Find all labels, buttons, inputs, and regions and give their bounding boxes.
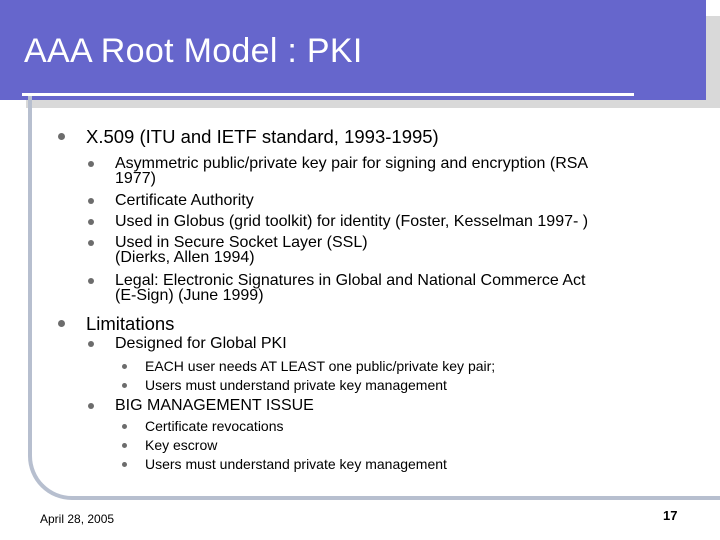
bullet-dot-icon (88, 198, 94, 204)
sub-bullet-text: BIG MANAGEMENT ISSUE (115, 397, 314, 414)
sub-bullet-text-cont: 1977) (115, 170, 156, 187)
sub-bullet-text: Used in Secure Socket Layer (SSL) (115, 234, 368, 251)
bullet-dot-icon (88, 278, 94, 284)
bullet-dot-icon (58, 133, 65, 140)
bullet-dot-icon (58, 320, 65, 327)
bullet-text: Limitations (86, 313, 175, 334)
detail-text: Users must understand private key management (145, 456, 447, 472)
sub-bullet-text: Designed for Global PKI (115, 335, 287, 352)
footer-date: April 28, 2005 (40, 512, 115, 526)
bullet-dot-icon (88, 240, 94, 246)
bullet-dot-icon (122, 443, 127, 448)
title-bar (0, 0, 706, 100)
page-number: 17 (663, 508, 678, 523)
detail-text: Certificate revocations (145, 418, 284, 434)
bullet-dot-icon (88, 161, 94, 167)
slide-title: AAA Root Model : PKI (24, 32, 363, 70)
bullet-dot-icon (122, 462, 127, 467)
bullet-dot-icon (88, 403, 94, 409)
bullet-dot-icon (88, 219, 94, 225)
sub-bullet-text: Used in Globus (grid toolkit) for identity (Foster, Kesselman 1997- ) (115, 213, 589, 230)
bullet-dot-icon (122, 424, 127, 429)
bullet-dot-icon (122, 364, 127, 369)
detail-text: Users must understand private key management (145, 377, 447, 393)
sub-bullet-text: Certificate Authority (115, 192, 254, 209)
sub-bullet-text-cont: (Dierks, Allen 1994) (115, 249, 255, 266)
sub-bullet-text: Asymmetric public/private key pair for signing and encryption (RSA (115, 155, 589, 172)
sub-bullet-text-cont: (E-Sign) (June 1999) (115, 287, 264, 304)
detail-text: Key escrow (145, 437, 218, 453)
detail-text: EACH user needs AT LEAST one public/private key pair; (145, 358, 496, 374)
bullet-text: X.509 (ITU and IETF standard, 1993-1995) (86, 126, 439, 147)
bullet-dot-icon (88, 341, 94, 347)
sub-bullet-text: Legal: Electronic Signatures in Global and National Commerce Act (115, 272, 586, 289)
bullet-dot-icon (122, 383, 127, 388)
